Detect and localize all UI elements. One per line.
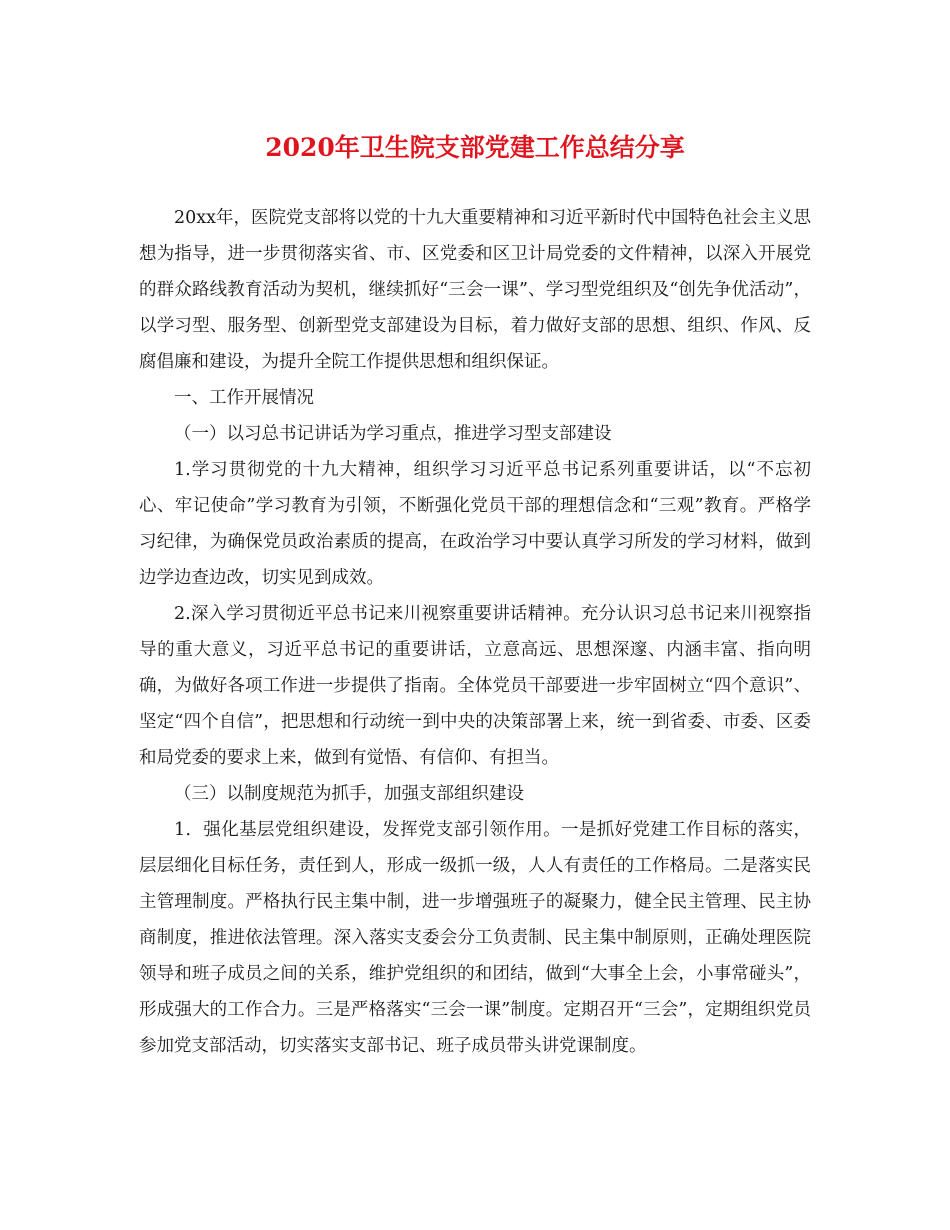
subsection-heading-1: （一）以习总书记讲话为学习重点，推进学习型支部建设 [174,424,612,444]
document-body [139,200,811,1064]
paragraph-item-3-1: 1．强化基层党组织建设，发挥党支部引领作用。一是抓好党建工作目标的落实，层层细化目标任务，责任到人，形成一级抓一级，人人有责任的工作格局。二是落实民主管理制度。严格执行民主集中制，进一步增强班子的凝聚力，健全民主管理、民主协商制度，推进依法管理。深入落实支委会分工负责制、民主集中制原则，正确处理医院领导和班子成员之间的关系，维护党组织的和团结，做到“大事全上会，小事常碰头”，形成强大的工作合力。三是严格落实“三会一课”制度。定期召开“三会”，定期组织党员参加党支部活动，切实落实支部书记、班子成员带头讲党课制度。 [139,820,811,1056]
subsection-heading-3: （三）以制度规范为抓手，加强支部组织建设 [174,784,524,804]
section-heading-1: 一、工作开展情况 [174,388,314,408]
paragraph-item-1-2: 2.深入学习贯彻近平总书记来川视察重要讲话精神。充分认识习总书记来川视察指导的重大意义，习近平总书记的重要讲话，立意高远、思想深邃、内涵丰富、指向明确，为做好各项工作进一步提供了指南。全体党员干部要进一步牢固树立“四个意识”、坚定“四个自信”，把思想和行动统一到中央的决策部署上来，统一到省委、市委、区委和局党委的要求上来，做到有觉悟、有信仰、有担当。 [139,604,811,768]
paragraph-intro: 20xx年，医院党支部将以党的十九大重要精神和习近平新时代中国特色社会主义思想为指导，进一步贯彻落实省、市、区党委和区卫计局党委的文件精神，以深入开展党的群众路线教育活动为契机，继续抓好“三会一课”、学习型党组织及“创先争优活动”，以学习型、服务型、创新型党支部建设为目标，着力做好支部的思想、组织、作风、反腐倡廉和建设，为提升全院工作提供思想和组织保证。 [139,208,812,372]
document-title: 2020年卫生院支部党建工作总结分享 [265,133,685,162]
paragraph-item-1-1: 1.学习贯彻党的十九大精神，组织学习习近平总书记系列重要讲话，以“不忘初心、牢记使命”学习教育为引领，不断强化党员干部的理想信念和“三观”教育。严格学习纪律，为确保党员政治素质的提高，在政治学习中要认真学习所发的学习材料，做到边学边查边改，切实见到成效。 [139,460,811,588]
